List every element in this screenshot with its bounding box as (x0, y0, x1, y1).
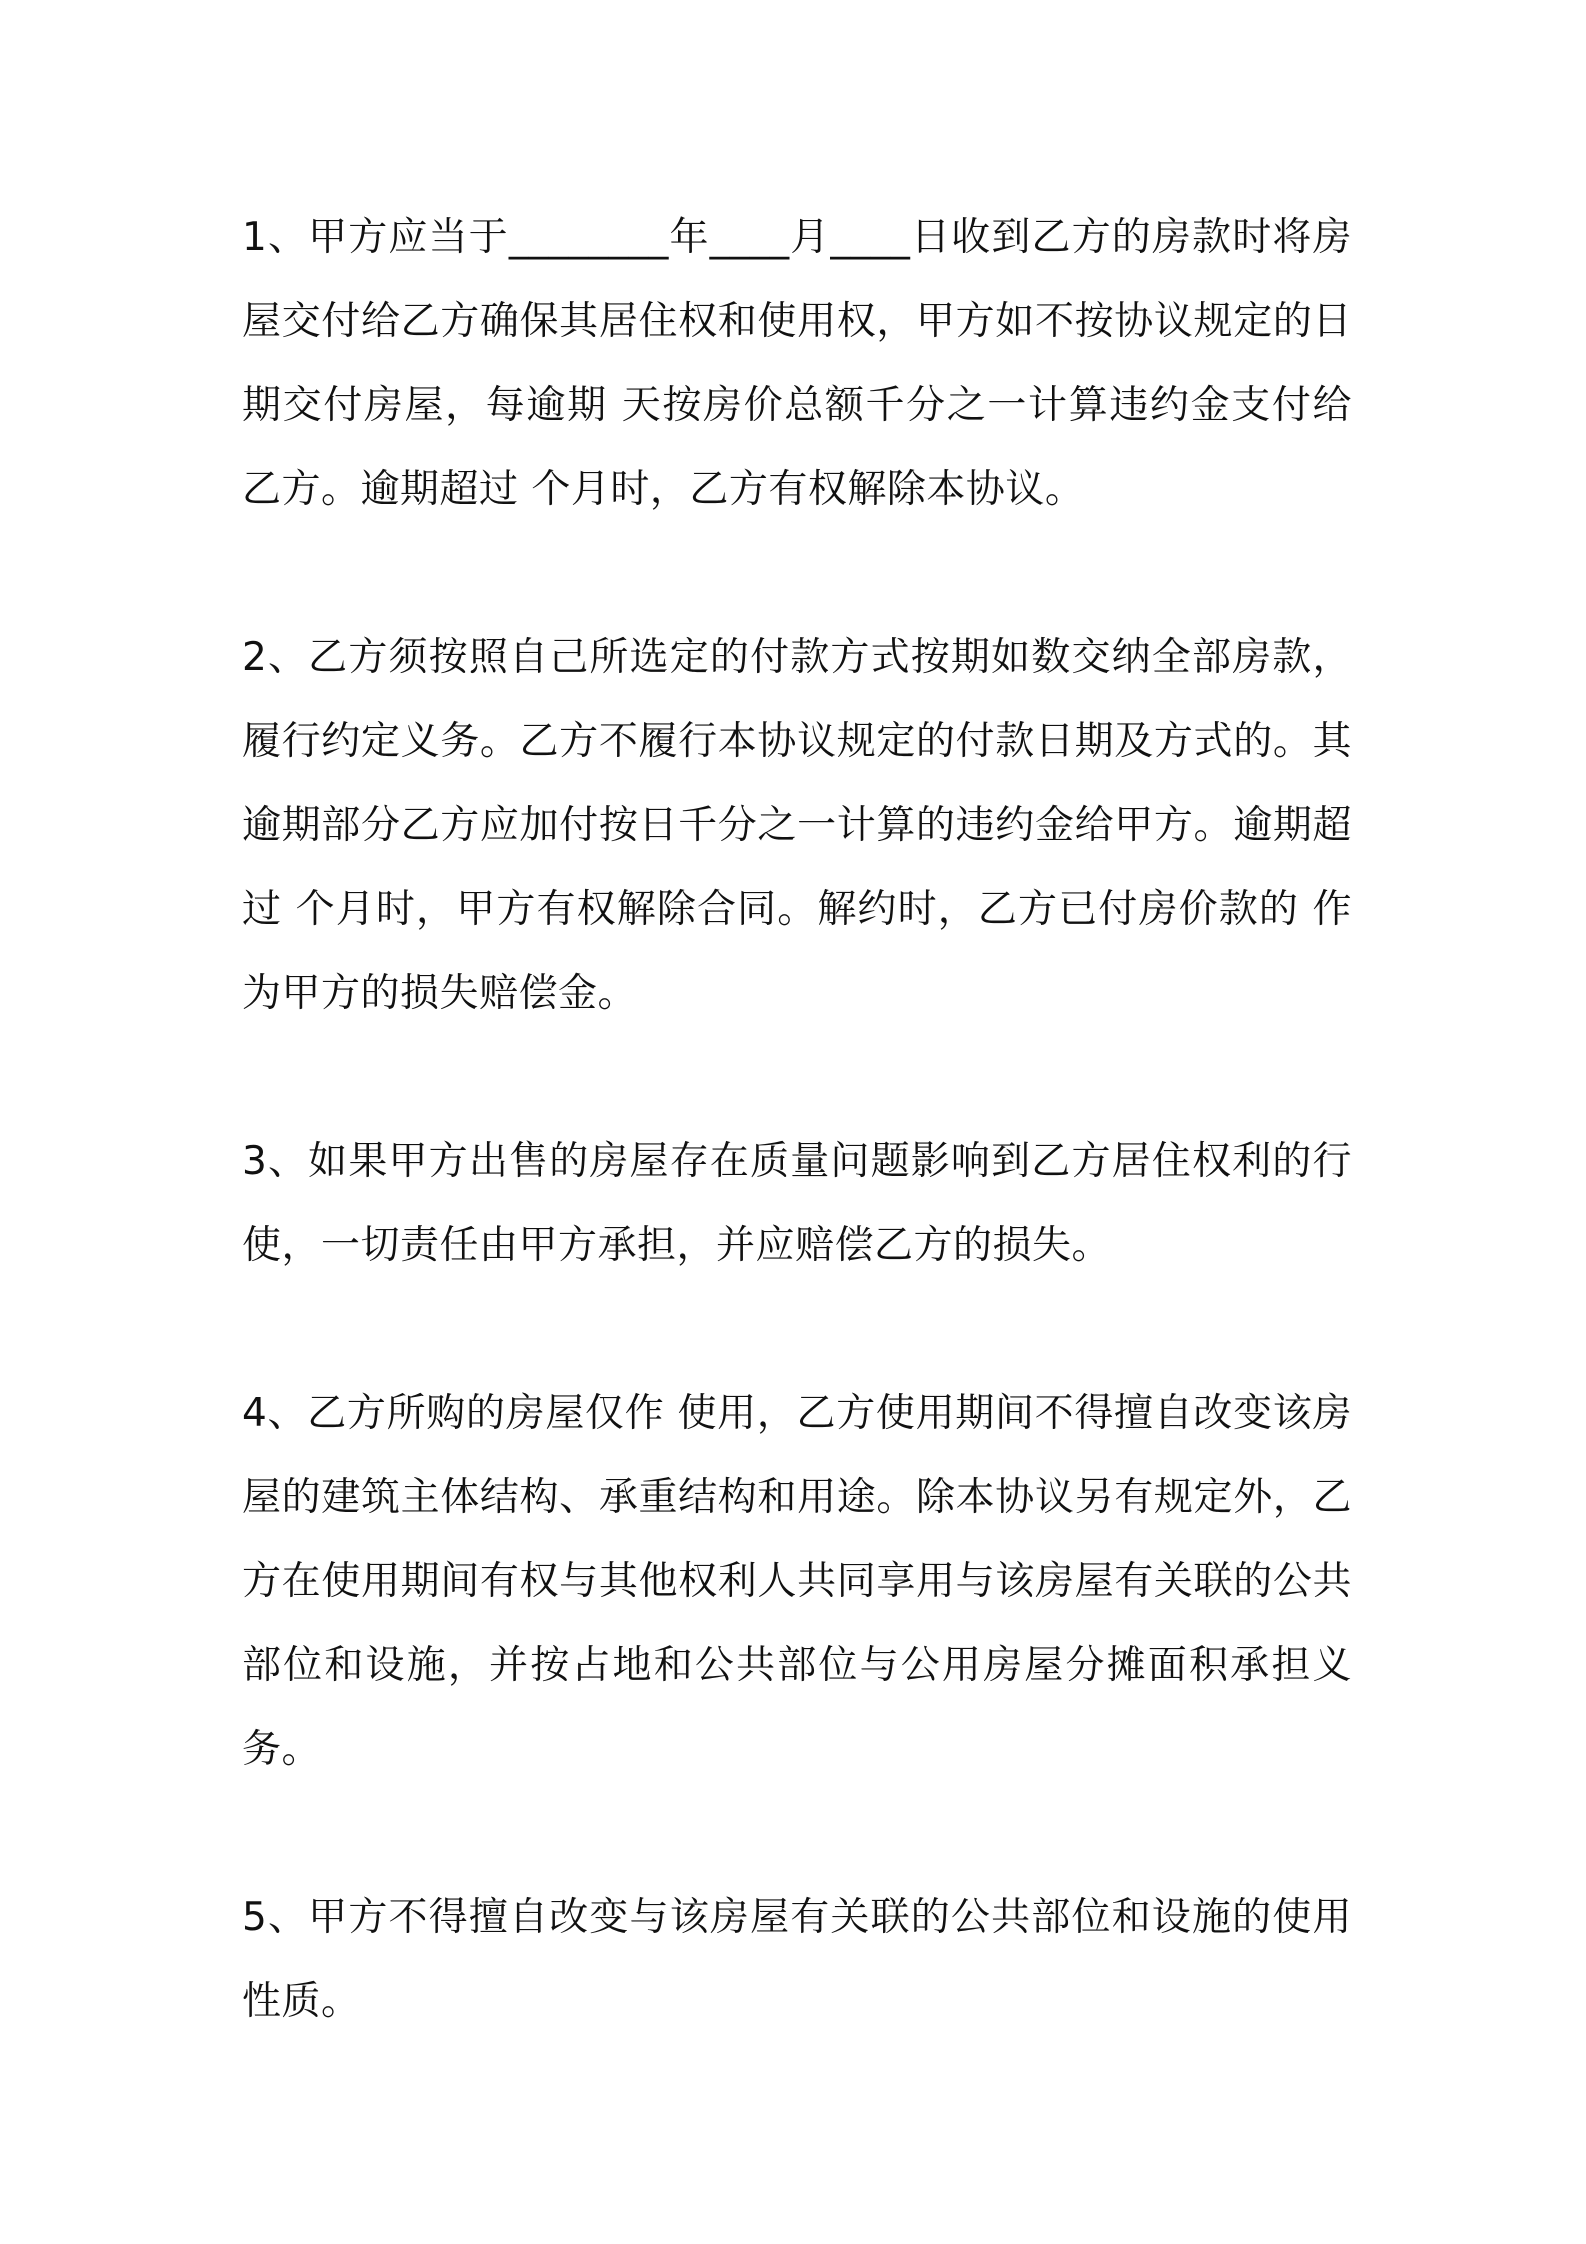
clause-1: 1、甲方应当于________年____月____日收到乙方的房款时将房屋交付给乙方确保其居住权和使用权，甲方如不按协议规定的日期交付房屋，每逾期 天按房价总额千分之一计算违约金支付给乙方。逾期超过 个月时，乙方有权解除本协议。 (242, 215, 1352, 512)
clause-3: 3、如果甲方出售的房屋存在质量问题影响到乙方居住权利的行使，一切责任由甲方承担，并应赔偿乙方的损失。 (242, 1139, 1352, 1268)
clause-2: 2、乙方须按照自己所选定的付款方式按期如数交纳全部房款，履行约定义务。乙方不履行本协议规定的付款日期及方式的。其逾期部分乙方应加付按日千分之一计算的违约金给甲方。逾期超过 个月时，甲方有权解除合同。解约时，乙方已付房价款的 作为甲方的损失赔偿金。 (242, 635, 1352, 1016)
clause-4: 4、乙方所购的房屋仅作 使用，乙方使用期间不得擅自改变该房屋的建筑主体结构、承重结构和用途。除本协议另有规定外，乙方在使用期间有权与其他权利人共同享用与该房屋有关联的公共部位和设施，并按占地和公共部位与公用房屋分摊面积承担义务。 (242, 1391, 1352, 1772)
document-body (242, 196, 1352, 2044)
clause-5: 5、甲方不得擅自改变与该房屋有关联的公共部位和设施的使用性质。 (242, 1895, 1352, 2024)
